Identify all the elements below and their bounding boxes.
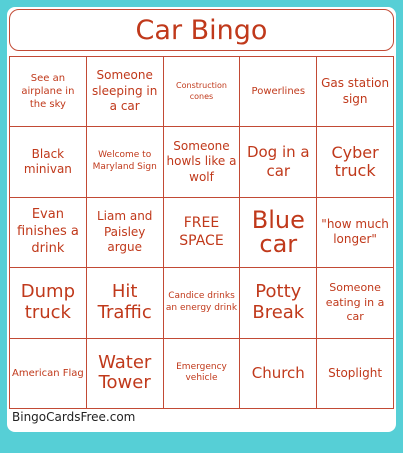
- bingo-square: Dump truck: [10, 268, 87, 338]
- bingo-square: Someone sleeping in a car: [87, 57, 164, 127]
- bingo-square: Blue car: [240, 198, 317, 268]
- bingo-square: Gas station sign: [317, 57, 394, 127]
- site-footer: BingoCardsFree.com: [12, 410, 136, 424]
- bingo-square: Evan finishes a drink: [10, 198, 87, 268]
- free-space-square: FREE SPACE: [164, 198, 241, 268]
- bingo-square: Dog in a car: [240, 127, 317, 197]
- bingo-square: Hit Traffic: [87, 268, 164, 338]
- card-title: Car Bingo: [9, 9, 394, 51]
- bingo-square: Church: [240, 339, 317, 409]
- bingo-square: Liam and Paisley argue: [87, 198, 164, 268]
- bingo-square: Water Tower: [87, 339, 164, 409]
- bingo-card: [7, 7, 396, 432]
- bingo-grid: [9, 56, 394, 409]
- bingo-square: American Flag: [10, 339, 87, 409]
- bingo-square: Construction cones: [164, 57, 241, 127]
- bingo-square: Potty Break: [240, 268, 317, 338]
- bingo-square: Cyber truck: [317, 127, 394, 197]
- bingo-square: Emergency vehicle: [164, 339, 241, 409]
- bingo-square: Welcome to Maryland Sign: [87, 127, 164, 197]
- bingo-square: Powerlines: [240, 57, 317, 127]
- bingo-square: Black minivan: [10, 127, 87, 197]
- bingo-square: See an airplane in the sky: [10, 57, 87, 127]
- bingo-square: Someone eating in a car: [317, 268, 394, 338]
- bingo-square: Stoplight: [317, 339, 394, 409]
- bingo-square: Someone howls like a wolf: [164, 127, 241, 197]
- bingo-square: Candice drinks an energy drink: [164, 268, 241, 338]
- bingo-square: "how much longer": [317, 198, 394, 268]
